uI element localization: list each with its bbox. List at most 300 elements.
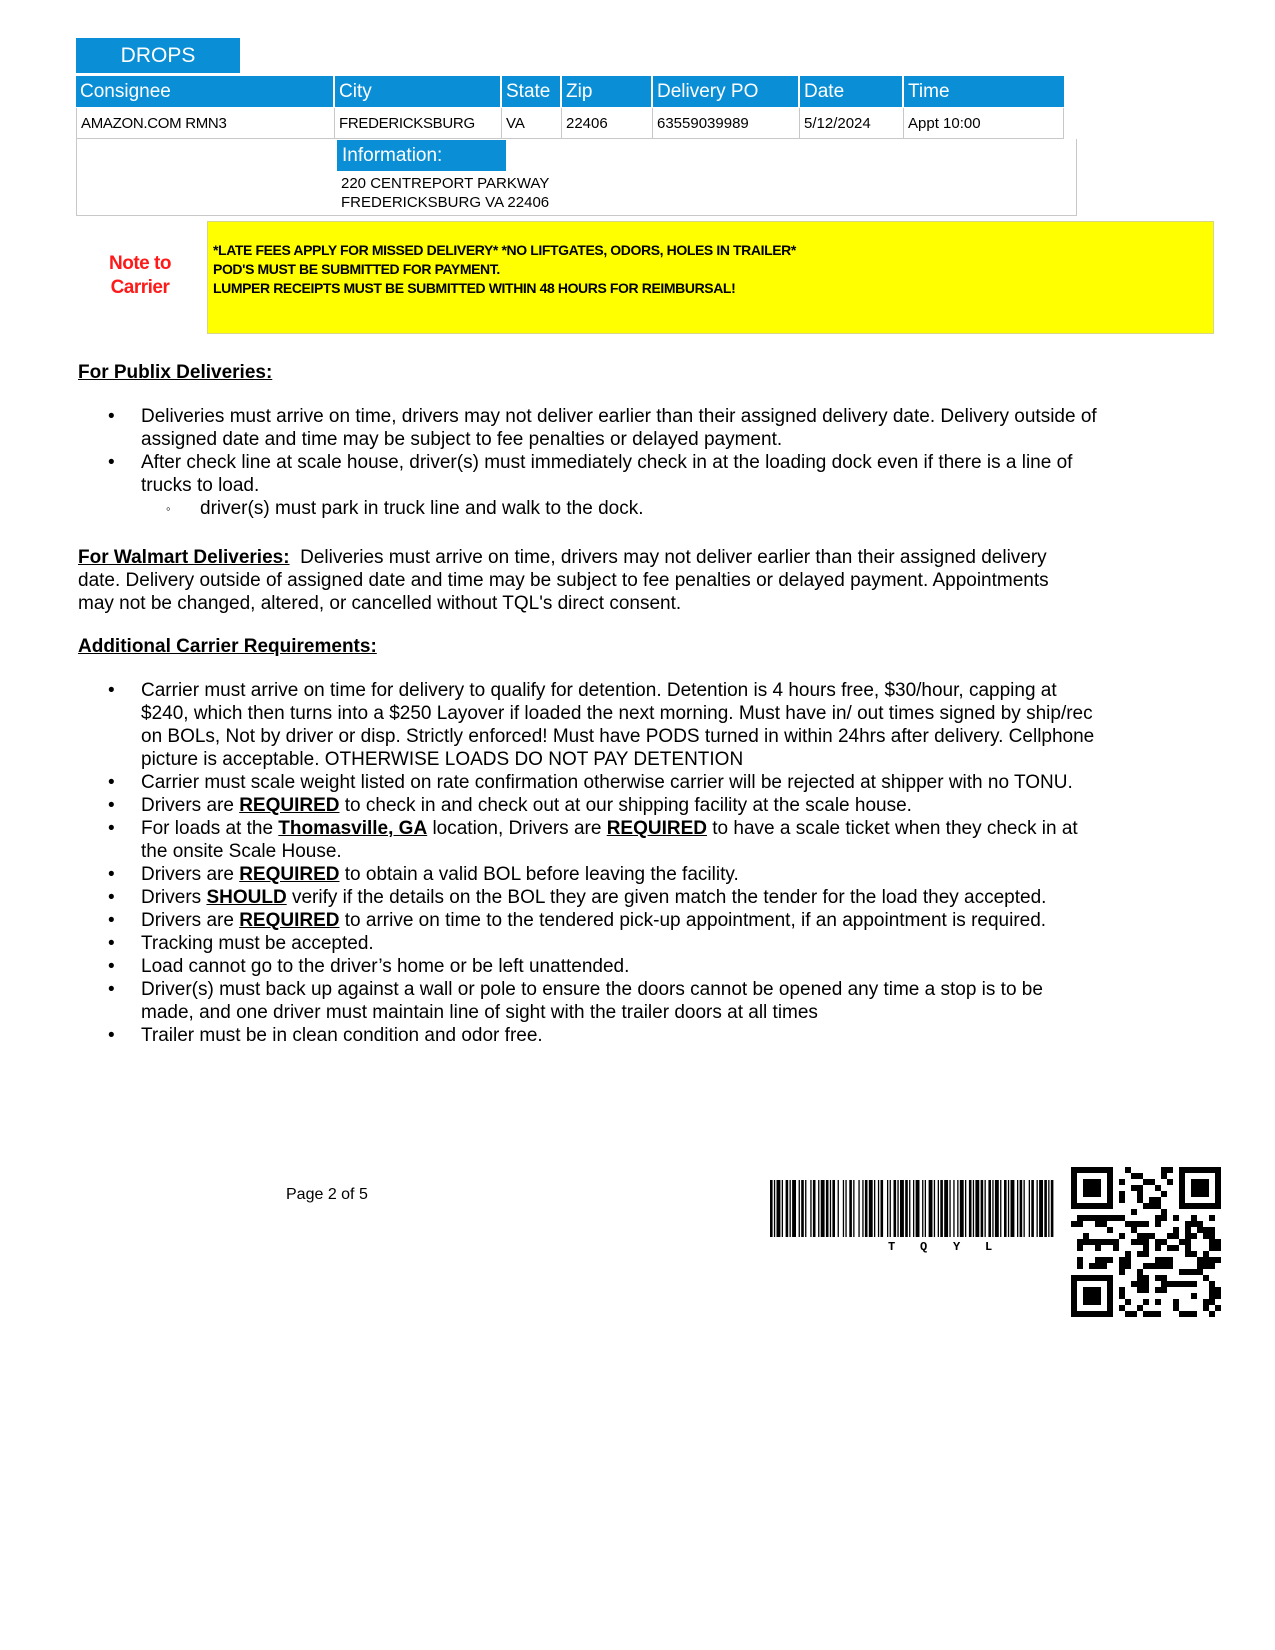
qr-module	[1125, 1311, 1131, 1317]
barcode-bar	[1044, 1180, 1047, 1237]
qr-module	[1095, 1245, 1101, 1251]
qr-module	[1191, 1251, 1197, 1257]
qr-module	[1101, 1263, 1107, 1269]
qr-module	[1209, 1239, 1215, 1245]
barcode-bar	[1029, 1180, 1030, 1237]
qr-module	[1125, 1251, 1131, 1257]
barcode-bar	[874, 1180, 875, 1237]
qr-module	[1143, 1221, 1149, 1227]
note-to-carrier-label	[95, 252, 185, 300]
qr-module	[1149, 1197, 1155, 1203]
qr-module	[1155, 1203, 1161, 1209]
barcode-bar	[845, 1180, 846, 1237]
qr-module	[1179, 1311, 1185, 1317]
barcode-bar	[992, 1180, 993, 1237]
barcode-bar	[1039, 1180, 1043, 1237]
qr-module	[1155, 1245, 1161, 1251]
qr-module	[1215, 1239, 1221, 1245]
qr-module	[1131, 1239, 1137, 1245]
list-item: • Carrier must arrive on time for delivery to qualify for detention. Detention is 4 hours free, $30/hour, capping at $240, which then turns into a $250 Layover if loaded the next morning. Must have in/ out times signed by ship/rec on BOLs, Not by driver or disp. Strictly enforced! Must have PODS turned in within 24hrs after delivery. Cellphone picture is acceptable. OTHERWISE LOADS DO NOT PAY DETENTION	[108, 680, 1095, 770]
qr-module	[1149, 1263, 1155, 1269]
barcode-bar	[818, 1180, 819, 1237]
qr-module	[1119, 1215, 1125, 1221]
qr-module	[1185, 1269, 1191, 1275]
qr-module	[1209, 1281, 1215, 1287]
qr-module	[1161, 1167, 1167, 1173]
publix-list	[78, 405, 1098, 520]
bullet-icon: •	[108, 1025, 115, 1046]
walmart-section	[78, 546, 1078, 615]
qr-module	[1209, 1233, 1215, 1239]
qr-module	[1137, 1221, 1143, 1227]
qr-module	[1173, 1281, 1179, 1287]
qr-module	[1137, 1275, 1143, 1281]
qr-module	[1209, 1293, 1215, 1299]
bullet-icon: •	[108, 979, 115, 1000]
barcode-bar	[786, 1180, 789, 1237]
barcode-bar	[790, 1180, 791, 1237]
barcode-bar	[878, 1180, 879, 1237]
barcode-bar	[913, 1180, 914, 1237]
qr-module	[1077, 1263, 1083, 1269]
barcode-bar	[1017, 1180, 1018, 1237]
qr-module	[1161, 1215, 1167, 1221]
list-item: • Drivers are REQUIRED to obtain a valid BOL before leaving the facility.	[108, 864, 739, 885]
list-item: • Drivers SHOULD verify if the details on the BOL they are given match the tender for the load they accepted.	[108, 887, 1047, 908]
cell-consignee: AMAZON.COM RMN3	[76, 108, 335, 139]
qr-module	[1173, 1233, 1179, 1239]
column-header-zip: Zip	[562, 76, 653, 107]
qr-module	[1131, 1209, 1137, 1215]
barcode-bar	[1024, 1180, 1025, 1237]
qr-module	[1191, 1179, 1209, 1197]
qr-module	[1203, 1299, 1209, 1305]
qr-module	[1215, 1257, 1221, 1263]
qr-module	[1203, 1263, 1209, 1269]
barcode-bar	[944, 1180, 948, 1237]
cell-state: VA	[502, 108, 562, 139]
qr-module	[1167, 1179, 1173, 1185]
qr-module	[1137, 1191, 1143, 1197]
qr-module	[1125, 1263, 1131, 1269]
qr-module	[1143, 1179, 1149, 1185]
qr-module	[1143, 1203, 1149, 1209]
qr-module	[1161, 1257, 1167, 1263]
qr-module	[1179, 1281, 1185, 1287]
barcode-bar	[960, 1180, 964, 1237]
cell-zip: 22406	[562, 108, 653, 139]
qr-module	[1119, 1233, 1125, 1239]
barcode-bar	[858, 1180, 859, 1237]
barcode-bar	[777, 1180, 781, 1237]
qr-module	[1155, 1185, 1161, 1191]
qr-module	[1197, 1263, 1203, 1269]
qr-module	[1155, 1197, 1161, 1203]
qr-module	[1101, 1239, 1107, 1245]
qr-module	[1185, 1221, 1191, 1227]
barcode-char: Q	[920, 1240, 928, 1253]
column-header-consignee: Consignee	[76, 76, 335, 107]
barcode-bar	[1004, 1180, 1007, 1237]
qr-module	[1155, 1221, 1161, 1227]
qr-module	[1149, 1311, 1155, 1317]
address-line-1: 220 CENTREPORT PARKWAY	[341, 175, 550, 192]
note-label-line-1: Note to	[109, 253, 171, 274]
qr-module	[1185, 1227, 1191, 1233]
qr-module	[1209, 1227, 1215, 1233]
qr-module	[1209, 1287, 1215, 1293]
qr-module	[1089, 1215, 1095, 1221]
qr-module	[1107, 1257, 1113, 1263]
qr-module	[1149, 1179, 1155, 1185]
qr-module	[1119, 1191, 1125, 1197]
qr-module	[1191, 1281, 1197, 1287]
bullet-icon: •	[108, 864, 115, 885]
qr-module	[1125, 1221, 1131, 1227]
qr-code-icon	[1071, 1167, 1221, 1317]
qr-module	[1143, 1233, 1149, 1239]
barcode-bar	[821, 1180, 825, 1237]
bullet-icon: •	[108, 772, 115, 793]
column-header-delivery-po: Delivery PO	[653, 76, 800, 107]
barcode-bar	[934, 1180, 935, 1237]
qr-module	[1095, 1257, 1101, 1263]
barcode-bar	[1011, 1180, 1015, 1237]
qr-module	[1113, 1239, 1119, 1245]
qr-module	[1161, 1239, 1167, 1245]
qr-module	[1191, 1233, 1197, 1239]
cell-date: 5/12/2024	[800, 108, 904, 139]
qr-module	[1215, 1287, 1221, 1293]
qr-module	[1191, 1215, 1197, 1221]
qr-module	[1137, 1281, 1143, 1287]
barcode-bar	[905, 1180, 908, 1237]
qr-module	[1161, 1275, 1167, 1281]
barcode-bar	[865, 1180, 868, 1237]
qr-module	[1197, 1227, 1203, 1233]
qr-module	[1167, 1245, 1173, 1251]
barcode-bar	[799, 1180, 800, 1237]
qr-module	[1173, 1245, 1179, 1251]
barcode-bar	[965, 1180, 966, 1237]
qr-module	[1119, 1179, 1125, 1185]
barcode-bar	[929, 1180, 933, 1237]
barcode-bar	[887, 1180, 888, 1237]
qr-module	[1077, 1245, 1083, 1251]
qr-module	[1101, 1215, 1107, 1221]
barcode-text	[770, 1237, 1055, 1253]
qr-module	[1203, 1305, 1209, 1311]
barcode-bar	[805, 1180, 806, 1237]
qr-module	[1197, 1257, 1203, 1263]
qr-module	[1209, 1257, 1215, 1263]
note-label-line-2: Carrier	[110, 277, 170, 298]
barcode-bar	[869, 1180, 873, 1237]
qr-module	[1137, 1251, 1143, 1257]
qr-module	[1161, 1191, 1167, 1197]
qr-module	[1077, 1215, 1083, 1221]
barcode-bar	[843, 1180, 844, 1237]
qr-module	[1119, 1197, 1125, 1203]
barcode-bar	[853, 1180, 854, 1237]
qr-module	[1143, 1263, 1149, 1269]
qr-module	[1155, 1215, 1161, 1221]
barcode-bar	[949, 1180, 950, 1237]
barcode-bar	[1000, 1180, 1001, 1237]
barcode-bar	[900, 1180, 904, 1237]
qr-module	[1119, 1257, 1125, 1263]
qr-module	[1215, 1293, 1221, 1299]
qr-module	[1143, 1251, 1149, 1257]
qr-module	[1125, 1299, 1131, 1305]
list-item: • Drivers are REQUIRED to check in and check out at our shipping facility at the scale house.	[108, 795, 912, 816]
qr-module	[1137, 1173, 1143, 1179]
qr-module	[1209, 1311, 1215, 1317]
barcode-bar	[897, 1180, 898, 1237]
qr-module	[1125, 1257, 1131, 1263]
barcode-bar	[922, 1180, 923, 1237]
information-box	[76, 139, 1077, 216]
qr-module	[1143, 1239, 1149, 1245]
note-line: LUMPER RECEIPTS MUST BE SUBMITTED WITHIN 48 HOURS FOR REIMBURSAL!	[213, 280, 736, 296]
note-to-carrier-box	[207, 221, 1214, 334]
barcode-bar	[890, 1180, 891, 1237]
qr-module	[1131, 1311, 1137, 1317]
qr-module	[1215, 1305, 1221, 1311]
qr-module	[1083, 1287, 1101, 1305]
drops-header: DROPS	[76, 38, 240, 73]
qr-module	[1131, 1185, 1137, 1191]
barcode-bar	[832, 1180, 835, 1237]
qr-module	[1089, 1239, 1095, 1245]
barcode-char: L	[985, 1240, 993, 1253]
barcode-bar	[813, 1180, 816, 1237]
qr-module	[1155, 1299, 1161, 1305]
qr-module	[1161, 1209, 1167, 1215]
barcode-bar	[826, 1180, 829, 1237]
barcode-bar	[975, 1180, 979, 1237]
barcode-bar	[801, 1180, 804, 1237]
cell-time: Appt 10:00	[904, 108, 1064, 139]
barcode-bar	[973, 1180, 974, 1237]
barcode-bar	[925, 1180, 926, 1237]
qr-module	[1119, 1293, 1125, 1299]
barcode-bar	[1008, 1180, 1009, 1237]
information-label: Information:	[337, 140, 506, 171]
qr-module	[1185, 1281, 1191, 1287]
barcode-bar	[1048, 1180, 1049, 1237]
qr-module	[1143, 1311, 1149, 1317]
qr-module	[1107, 1227, 1113, 1233]
qr-module	[1095, 1215, 1101, 1221]
qr-module	[1185, 1245, 1191, 1251]
qr-module	[1089, 1263, 1095, 1269]
qr-module	[1161, 1173, 1167, 1179]
qr-module	[1119, 1269, 1125, 1275]
note-line: *LATE FEES APPLY FOR MISSED DELIVERY* *NO LIFTGATES, ODORS, HOLES IN TRAILER*	[213, 242, 796, 258]
qr-module	[1095, 1239, 1101, 1245]
qr-module	[1149, 1203, 1155, 1209]
barcode-char: Y	[953, 1240, 961, 1253]
qr-module	[1161, 1281, 1167, 1287]
qr-module	[1155, 1275, 1161, 1281]
bullet-icon: •	[108, 680, 115, 701]
barcode-bar	[985, 1180, 986, 1237]
barcode-bar	[792, 1180, 796, 1237]
qr-module	[1173, 1215, 1179, 1221]
qr-module	[1125, 1167, 1131, 1173]
barcode-bar	[1031, 1180, 1034, 1237]
barcode-bar	[830, 1180, 831, 1237]
address-line-2: FREDERICKSBURG VA 22406	[341, 194, 550, 211]
walmart-section-title: For Walmart Deliveries:	[78, 547, 290, 568]
barcode-bar	[838, 1180, 839, 1237]
barcode-bar	[909, 1180, 910, 1237]
qr-module	[1167, 1233, 1173, 1239]
barcode-bar	[770, 1180, 773, 1237]
qr-module	[1119, 1305, 1125, 1311]
qr-module	[1209, 1245, 1215, 1251]
cell-city: FREDERICKSBURG	[335, 108, 502, 139]
qr-module	[1095, 1221, 1101, 1227]
barcode-bar	[938, 1180, 939, 1237]
qr-module	[1203, 1257, 1209, 1263]
sub-bullet-icon: ◦	[166, 501, 171, 516]
qr-module	[1173, 1227, 1179, 1233]
qr-module	[1137, 1287, 1143, 1293]
list-item: • After check line at scale house, driver(s) must immediately check in at the loading dock even if there is a line of trucks to load.	[108, 452, 1073, 496]
table-header-row	[76, 76, 1064, 107]
qr-module	[1203, 1251, 1209, 1257]
barcode-bar	[957, 1180, 958, 1237]
qr-module	[1185, 1311, 1191, 1317]
list-item: • Trailer must be in clean condition and odor free.	[108, 1025, 543, 1046]
bullet-icon: •	[108, 887, 115, 908]
qr-module	[1215, 1245, 1221, 1251]
barcode-bar	[810, 1180, 811, 1237]
qr-module	[1179, 1239, 1185, 1245]
barcode-bar	[894, 1180, 897, 1237]
bullet-icon: •	[108, 795, 115, 816]
list-item: • Deliveries must arrive on time, drivers may not deliver earlier than their assigned delivery date. Delivery outside of assigned date and time may be subject to fee penalties or delayed payment.	[108, 406, 1097, 450]
barcode-bar	[995, 1180, 999, 1237]
qr-module	[1203, 1233, 1209, 1239]
qr-module	[1203, 1227, 1209, 1233]
list-item: • Driver(s) must back up against a wall or pole to ensure the doors cannot be opened any time a stop is to be made, and one driver must maintain line of sight with the trailer doors at all times	[108, 979, 1043, 1023]
qr-module	[1197, 1221, 1203, 1227]
qr-module	[1137, 1233, 1143, 1239]
qr-module	[1155, 1257, 1161, 1263]
qr-module	[1131, 1281, 1137, 1287]
qr-module	[1107, 1215, 1113, 1221]
barcode-bar	[881, 1180, 884, 1237]
bullet-icon: •	[108, 452, 115, 473]
consignee-address	[341, 174, 549, 212]
qr-module	[1191, 1311, 1197, 1317]
qr-module	[1185, 1239, 1191, 1245]
page-number: Page 2 of 5	[286, 1186, 368, 1203]
qr-module	[1203, 1275, 1209, 1281]
qr-module	[1119, 1263, 1125, 1269]
barcode-bar	[940, 1180, 943, 1237]
column-header-time: Time	[904, 76, 1064, 107]
column-header-city: City	[335, 76, 502, 107]
qr-module	[1101, 1221, 1107, 1227]
qr-module	[1155, 1239, 1161, 1245]
qr-module	[1209, 1263, 1215, 1269]
note-line: POD'S MUST BE SUBMITTED FOR PAYMENT.	[213, 261, 500, 277]
qr-module	[1167, 1281, 1173, 1287]
column-header-date: Date	[800, 76, 904, 107]
qr-module	[1143, 1299, 1149, 1305]
bullet-icon: •	[108, 406, 115, 427]
qr-module	[1185, 1251, 1191, 1257]
publix-section-title: For Publix Deliveries:	[78, 362, 273, 383]
qr-module	[1209, 1299, 1215, 1305]
bullet-icon: •	[108, 933, 115, 954]
qr-module	[1137, 1239, 1143, 1245]
additional-requirements-list	[78, 679, 1098, 1047]
barcode-bar	[988, 1180, 991, 1237]
qr-module	[1083, 1233, 1089, 1239]
qr-module	[1161, 1263, 1167, 1269]
barcode-bar	[1020, 1180, 1023, 1237]
column-header-state: State	[502, 76, 562, 107]
list-item: • Load cannot go to the driver’s home or be left unattended.	[108, 956, 630, 977]
qr-module	[1131, 1221, 1137, 1227]
qr-module	[1179, 1269, 1185, 1275]
qr-module	[1197, 1269, 1203, 1275]
barcode-bar	[849, 1180, 852, 1237]
list-item: ◦ driver(s) must park in truck line and walk to the dock.	[166, 498, 644, 519]
bullet-icon: •	[108, 818, 115, 839]
qr-module	[1149, 1233, 1155, 1239]
qr-module	[1083, 1179, 1101, 1197]
barcode-bar	[916, 1180, 920, 1237]
qr-module	[1131, 1227, 1137, 1233]
qr-module	[1191, 1269, 1197, 1275]
qr-module	[1191, 1293, 1197, 1299]
qr-module	[1155, 1311, 1161, 1317]
barcode-bar	[862, 1180, 863, 1237]
walmart-section-text: Deliveries must arrive on time, drivers may not deliver earlier than their assigned delivery date. Delivery outside of assigned date and time may be subject to fee penalties or delayed payment. Appointments may not be changed, altered, or cancelled without TQL's direct consent.	[78, 547, 1049, 614]
qr-module	[1083, 1239, 1089, 1245]
list-item: • Tracking must be accepted.	[108, 933, 374, 954]
bullet-icon: •	[108, 956, 115, 977]
qr-module	[1185, 1233, 1191, 1239]
qr-module	[1071, 1221, 1077, 1227]
qr-module	[1113, 1245, 1119, 1251]
qr-module	[1131, 1173, 1137, 1179]
qr-module	[1167, 1257, 1173, 1263]
qr-module	[1137, 1197, 1143, 1203]
qr-module	[1095, 1263, 1101, 1269]
barcode-bar	[1051, 1180, 1054, 1237]
qr-module	[1191, 1221, 1197, 1227]
qr-module	[1155, 1287, 1161, 1293]
qr-module	[1137, 1185, 1143, 1191]
table-row	[76, 108, 1064, 139]
barcode-bar	[981, 1180, 984, 1237]
cell-delivery-po: 63559039989	[653, 108, 800, 139]
qr-module	[1173, 1305, 1179, 1311]
qr-module	[1077, 1221, 1083, 1227]
barcode-icon	[770, 1180, 1055, 1237]
qr-module	[1143, 1245, 1149, 1251]
qr-module	[1161, 1287, 1167, 1293]
barcode-bar	[969, 1180, 972, 1237]
qr-module	[1167, 1167, 1173, 1173]
